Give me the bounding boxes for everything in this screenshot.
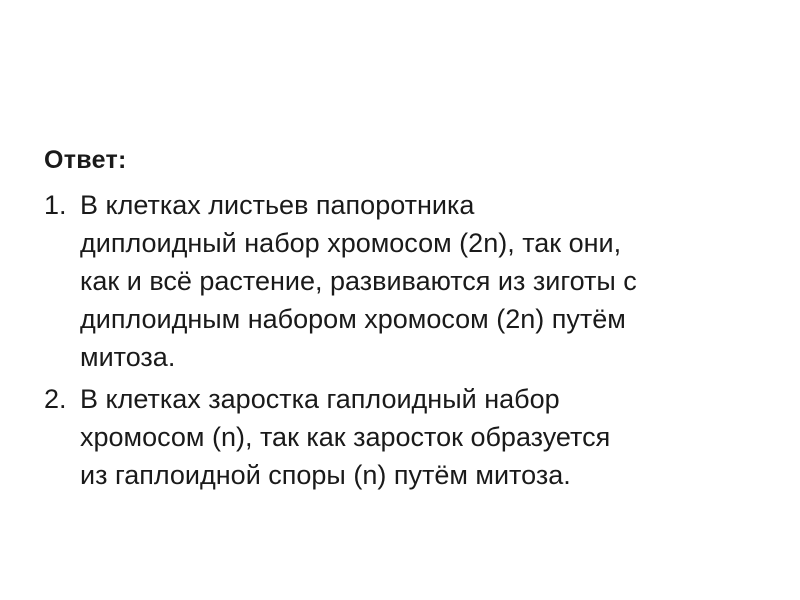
item-line: как и всё растение, развиваются из зиготы с [80, 266, 637, 296]
item-number: 1. [44, 190, 67, 220]
item-text [80, 186, 764, 376]
item-number: 2. [44, 384, 67, 414]
item-line: диплоидный набор хромосом (2n), так они, [80, 228, 622, 258]
item-line: В клетках листьев папоротника [80, 190, 475, 220]
answer-item-1 [44, 186, 764, 376]
answer-item-2 [44, 380, 764, 494]
item-line: хромосом (n), так как заросток образуется [80, 422, 611, 452]
item-line: В клетках заростка гаплоидный набор [80, 384, 560, 414]
answer-heading: Ответ: [44, 146, 127, 174]
item-line: из гаплоидной споры (n) путём митоза. [80, 460, 571, 490]
answer-block [44, 142, 764, 498]
item-text [80, 380, 764, 494]
item-line: митоза. [80, 342, 176, 372]
item-line: диплоидным набором хромосом (2n) путём [80, 304, 626, 334]
